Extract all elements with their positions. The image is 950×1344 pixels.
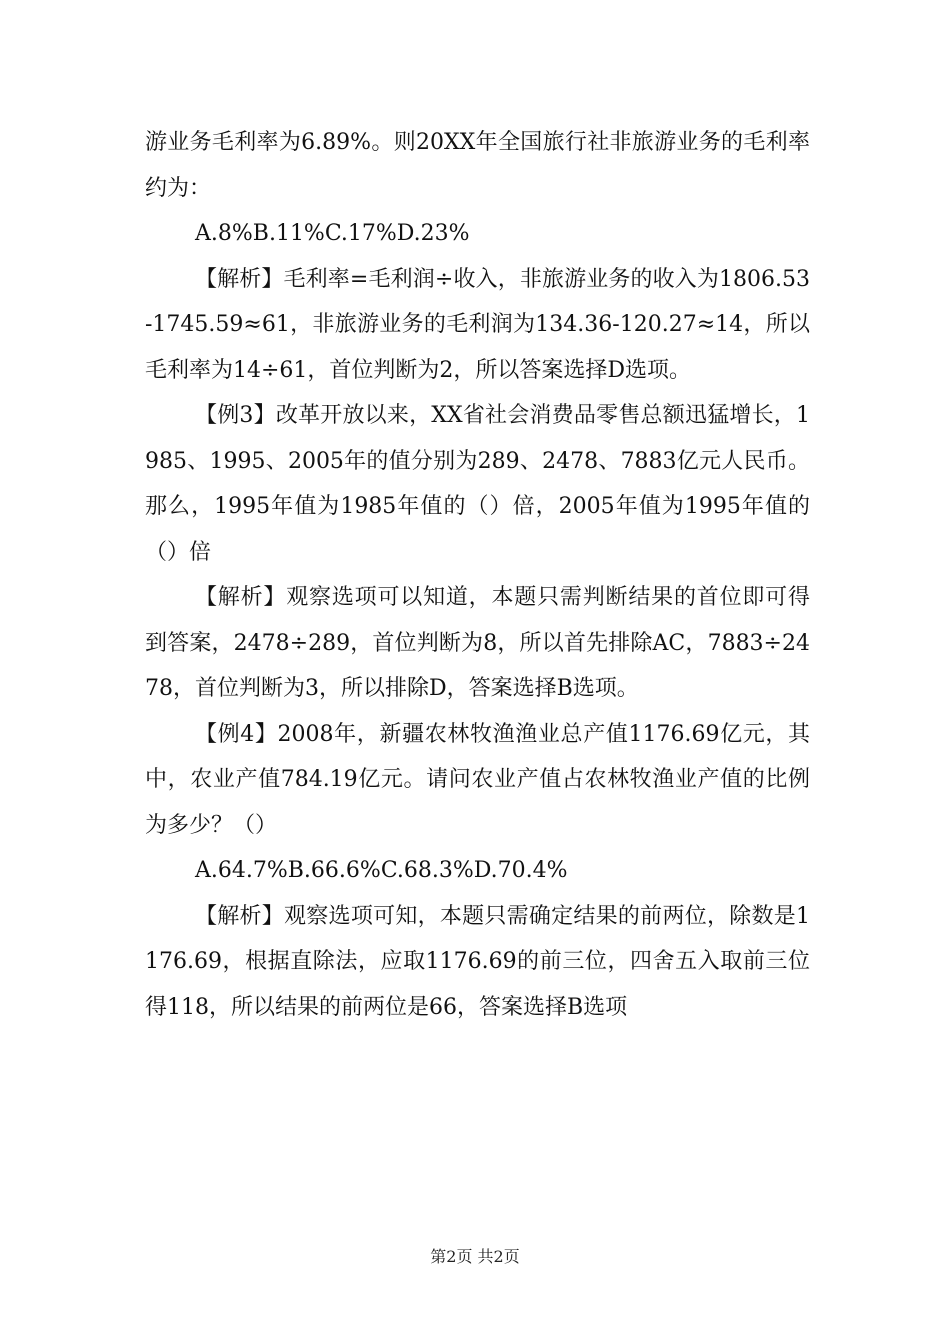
paragraph-continuation: 游业务毛利率为6.89%。则20XX年全国旅行社非旅游业务的毛利率约为： (145, 130, 810, 201)
options-line-2: A.64.7%B.66.6%C.68.3%D.70.4% (195, 858, 568, 883)
analysis-paragraph-1: 【解析】毛利率=毛利润÷收入，非旅游业务的收入为1806.53-1745.59≈61，非旅游业务的毛利润为134.36-120.27≈14，所以毛利率为14÷61，首位判断为2，所以答案选择D选项。 (145, 266, 810, 383)
analysis-paragraph-3: 【解析】观察选项可知，本题只需确定结果的前两位，除数是1176.69，根据直除法，应取1176.69的前三位，四舍五入取前三位得118，所以结果的前两位是66，答案选择B选项 (145, 903, 810, 1020)
example-4-paragraph: 【例4】2008年，新疆农林牧渔渔业总产值1176.69亿元，其中，农业产值784.19亿元。请问农业产值占农林牧渔业产值的比例为多少？（） (145, 721, 810, 838)
analysis-paragraph-2: 【解析】观察选项可以知道，本题只需判断结果的首位即可得到答案，2478÷289，首位判断为8，所以首先排除AC，7883÷2478，首位判断为3，所以排除D，答案选择B选项。 (145, 585, 810, 701)
document-body (145, 120, 810, 1030)
example-3-paragraph: 【例3】改革开放以来，XX省社会消费品零售总额迅猛增长，1985、1995、2005年的值分别为289、2478、7883亿元人民币。那么，1995年值为1985年值的（）倍，2005年值为1995年值的（）倍 (145, 403, 810, 565)
options-line-1: A.8%B.11%C.17%D.23% (195, 221, 470, 246)
page-footer: 第2页 共2页 (430, 1247, 520, 1266)
